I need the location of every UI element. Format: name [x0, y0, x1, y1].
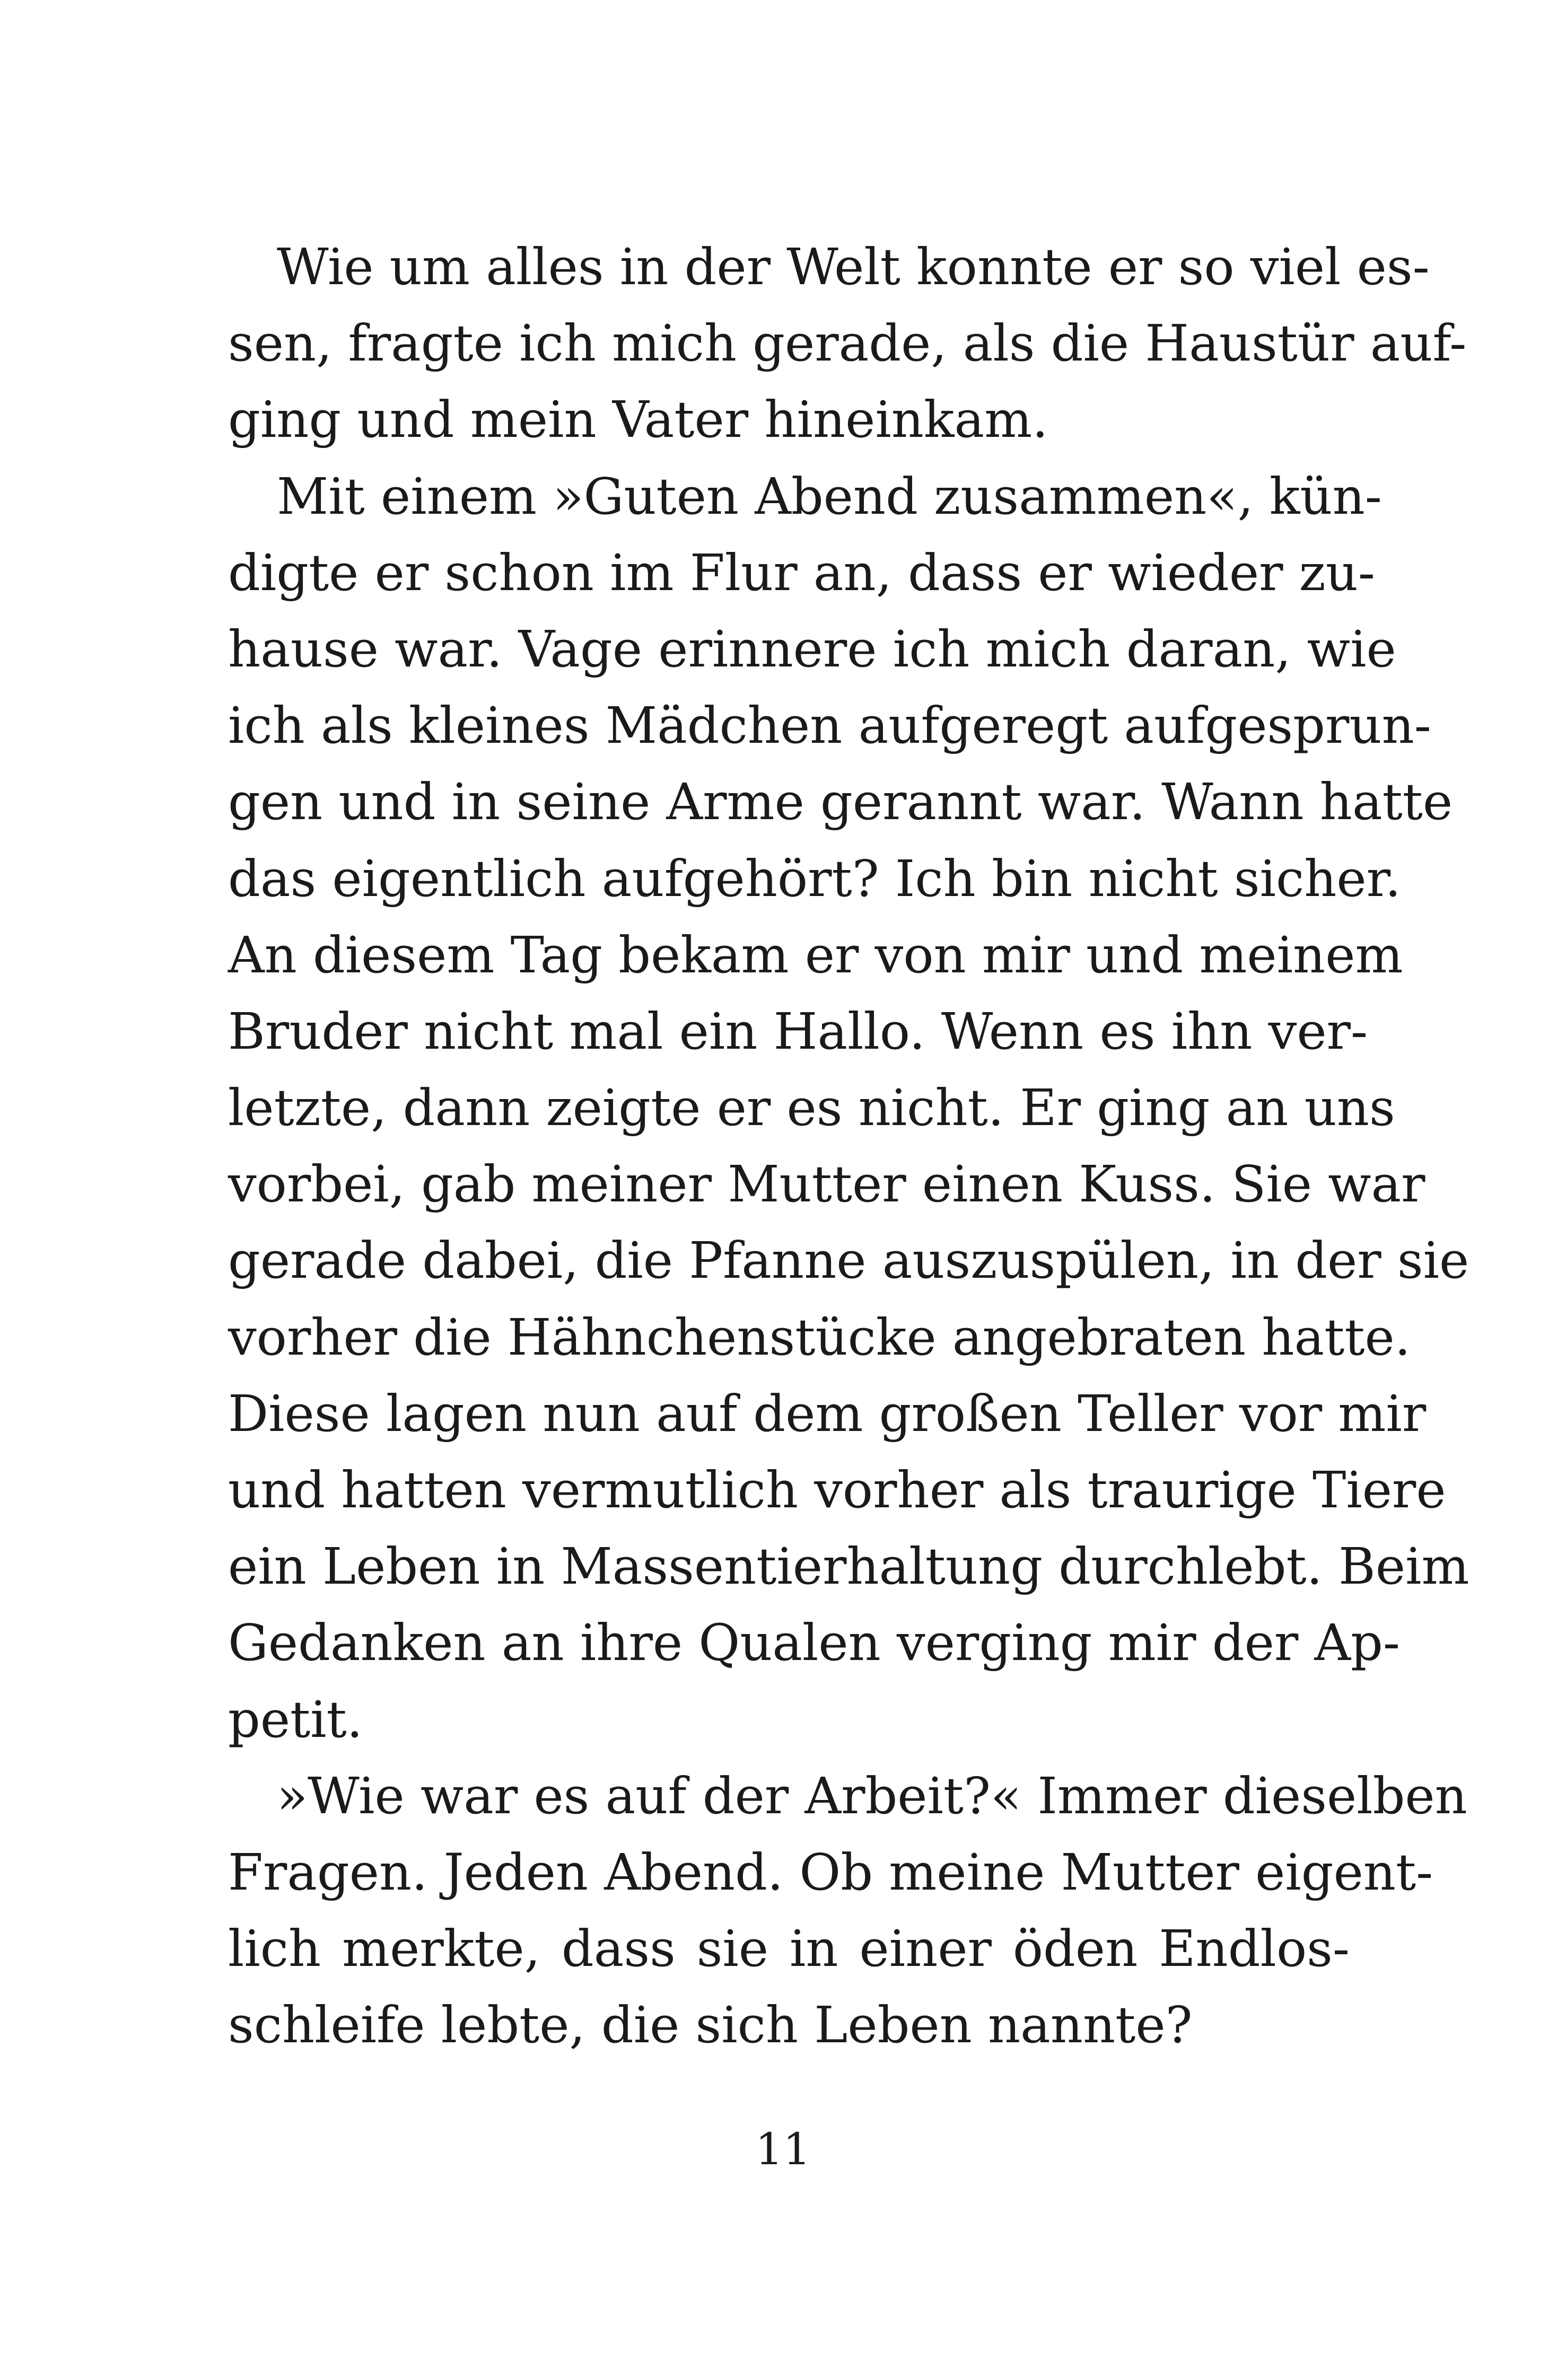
text-line: lich merkte, dass sie in einer öden Endlos-: [228, 1920, 1350, 1979]
text-line: Wie um alles in der Welt konnte er so viel es-: [277, 238, 1430, 296]
text-line: Gedanken an ihre Qualen verging mir der Ap-: [228, 1614, 1400, 1673]
text-line: Bruder nicht mal ein Hallo. Wenn es ihn ver-: [228, 1002, 1368, 1061]
text-line: Mit einem »Guten Abend zusammen«, kün-: [277, 467, 1382, 526]
text-line: An diesem Tag bekam er von mir und meinem: [228, 926, 1403, 985]
text-line: vorbei, gab meiner Mutter einen Kuss. Sie war: [228, 1155, 1425, 1214]
text-line: hause war. Vage erinnere ich mich daran, wie: [228, 620, 1396, 679]
text-line: ich als kleines Mädchen aufgeregt aufgesprun-: [228, 697, 1431, 756]
body-text: [228, 229, 1469, 2064]
text-line: ein Leben in Massentierhaltung durchlebt. Beim: [228, 1538, 1469, 1596]
text-line: schleife lebte, die sich Leben nannte?: [228, 1996, 1193, 2055]
text-line: das eigentlich aufgehört? Ich bin nicht sicher.: [228, 849, 1401, 908]
text-line: petit.: [228, 1690, 363, 1749]
text-line: Diese lagen nun auf dem großen Teller vor mir: [228, 1384, 1427, 1443]
text-line: gen und in seine Arme gerannt war. Wann hatte: [228, 773, 1453, 832]
text-line: sen, fragte ich mich gerade, als die Haustür auf-: [228, 314, 1467, 373]
text-line: Fragen. Jeden Abend. Ob meine Mutter eigent-: [228, 1843, 1433, 1902]
text-line: gerade dabei, die Pfanne auszuspülen, in der sie: [228, 1232, 1469, 1290]
text-line: und hatten vermutlich vorher als traurige Tiere: [228, 1461, 1446, 1520]
text-line: vorher die Hähnchenstücke angebraten hatte.: [228, 1308, 1411, 1367]
text-line: digte er schon im Flur an, dass er wieder zu-: [228, 543, 1376, 602]
page-number: 11: [755, 2124, 811, 2175]
text-line: »Wie war es auf der Arbeit?« Immer dieselben: [277, 1767, 1467, 1825]
text-line: letzte, dann zeigte er es nicht. Er ging an uns: [228, 1079, 1395, 1138]
text-line: ging und mein Vater hineinkam.: [228, 391, 1048, 450]
